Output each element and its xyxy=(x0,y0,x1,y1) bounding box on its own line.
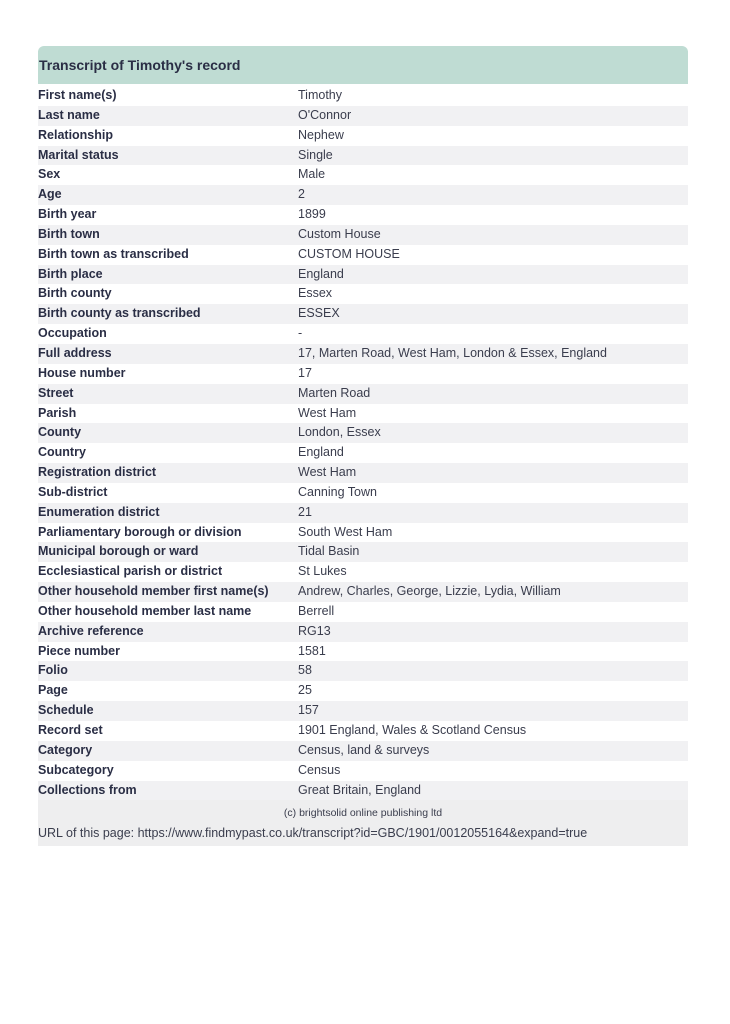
row-label: Birth year xyxy=(38,207,97,222)
row-value: Canning Town xyxy=(298,484,377,499)
row-value: Great Britain, England xyxy=(298,782,421,797)
row-value: Berrell xyxy=(298,603,335,618)
table-row xyxy=(38,642,688,662)
table-row xyxy=(38,284,688,304)
row-label: Municipal borough or ward xyxy=(38,544,199,559)
page-url: URL of this page: https://www.findmypast.co.uk/transcript?id=GBC/1901/0012055164&expand=true xyxy=(38,826,588,841)
table-row xyxy=(38,146,688,166)
row-value: 157 xyxy=(298,703,319,718)
table-row xyxy=(38,701,688,721)
row-label: Collections from xyxy=(38,782,137,797)
table-row xyxy=(38,463,688,483)
table-row xyxy=(38,364,688,384)
row-value: St Lukes xyxy=(298,564,347,579)
table-row xyxy=(38,483,688,503)
row-value: 25 xyxy=(298,683,312,698)
row-value: ESSEX xyxy=(298,306,340,321)
table-row xyxy=(38,622,688,642)
row-value: 17, Marten Road, West Ham, London & Essex, England xyxy=(298,345,607,360)
transcript-header xyxy=(38,46,688,84)
page-title: Transcript of Timothy's record xyxy=(39,57,241,73)
row-value: RG13 xyxy=(298,623,331,638)
table-row xyxy=(38,562,688,582)
row-label: Category xyxy=(38,742,93,757)
table-row xyxy=(38,602,688,622)
table-row xyxy=(38,503,688,523)
row-label: Registration district xyxy=(38,465,157,480)
row-label: Birth county xyxy=(38,286,112,301)
row-label: Street xyxy=(38,385,74,400)
row-value: 1901 England, Wales & Scotland Census xyxy=(298,723,527,737)
table-row xyxy=(38,582,688,602)
table-row xyxy=(38,523,688,543)
table-row xyxy=(38,761,688,781)
table-row xyxy=(38,404,688,424)
row-value: Custom House xyxy=(298,226,381,241)
row-label: House number xyxy=(38,365,126,380)
row-label: Birth town as transcribed xyxy=(38,246,189,261)
row-label: Piece number xyxy=(38,643,120,658)
row-value: 1581 xyxy=(298,643,326,658)
transcript-page xyxy=(38,46,688,846)
row-label: Record set xyxy=(38,723,103,737)
table-row xyxy=(38,185,688,205)
row-label: Parish xyxy=(38,405,77,420)
table-row xyxy=(38,741,688,761)
table-row xyxy=(38,205,688,225)
row-value: 21 xyxy=(298,504,312,519)
row-value: - xyxy=(298,326,303,341)
row-label: Archive reference xyxy=(38,623,144,638)
row-value: Census xyxy=(298,762,341,777)
table-row xyxy=(38,661,688,681)
row-label: First name(s) xyxy=(38,88,117,102)
table-row xyxy=(38,126,688,146)
row-value: O'Connor xyxy=(298,107,352,122)
row-value: West Ham xyxy=(298,465,357,480)
table-row xyxy=(38,781,688,801)
table-row xyxy=(38,265,688,285)
row-value: Male xyxy=(298,167,326,182)
row-label: County xyxy=(38,425,82,440)
table-row xyxy=(38,225,688,245)
row-label: Country xyxy=(38,445,86,460)
row-value: CUSTOM HOUSE xyxy=(298,246,400,261)
row-label: Other household member last name xyxy=(38,603,252,618)
row-label: Birth place xyxy=(38,266,103,281)
table-row xyxy=(38,344,688,364)
row-label: Enumeration district xyxy=(38,504,160,519)
table-row xyxy=(38,423,688,443)
row-value: Timothy xyxy=(298,88,342,102)
row-value: 1899 xyxy=(298,207,326,222)
table-row xyxy=(38,245,688,265)
row-value: Essex xyxy=(298,286,333,301)
row-label: Sex xyxy=(38,167,61,182)
row-value: Census, land & surveys xyxy=(298,742,430,757)
row-label: Sub-district xyxy=(38,484,108,499)
row-label: Occupation xyxy=(38,326,107,341)
row-value: Marten Road xyxy=(298,385,371,400)
row-label: Last name xyxy=(38,107,100,122)
row-value: England xyxy=(298,266,344,281)
row-label: Schedule xyxy=(38,703,94,718)
table-row xyxy=(38,681,688,701)
row-label: Age xyxy=(38,187,62,202)
row-label: Ecclesiastical parish or district xyxy=(38,564,223,579)
row-value: Tidal Basin xyxy=(298,544,360,559)
transcript-footer xyxy=(38,800,688,846)
row-value: 2 xyxy=(298,187,305,202)
table-row xyxy=(38,165,688,185)
row-value: West Ham xyxy=(298,405,357,420)
table-row xyxy=(38,384,688,404)
row-label: Birth town xyxy=(38,226,100,241)
copyright-notice: (c) brightsolid online publishing ltd xyxy=(283,807,443,820)
row-value: Andrew, Charles, George, Lizzie, Lydia, William xyxy=(298,584,561,599)
row-label: Other household member first name(s) xyxy=(38,584,269,599)
row-label: Parliamentary borough or division xyxy=(38,524,242,539)
table-row xyxy=(38,721,688,741)
table-row xyxy=(38,542,688,562)
row-value: 17 xyxy=(298,365,312,380)
row-value: 58 xyxy=(298,663,312,678)
row-value: Nephew xyxy=(298,127,344,142)
table-row xyxy=(38,304,688,324)
record-table xyxy=(38,86,688,800)
row-value: Single xyxy=(298,147,333,162)
row-value: England xyxy=(298,445,344,460)
table-row xyxy=(38,86,688,106)
row-label: Marital status xyxy=(38,147,119,162)
row-label: Subcategory xyxy=(38,762,114,777)
row-label: Birth county as transcribed xyxy=(38,306,201,321)
row-value: South West Ham xyxy=(298,524,393,539)
table-row xyxy=(38,324,688,344)
row-label: Full address xyxy=(38,345,112,360)
row-label: Page xyxy=(38,683,68,698)
row-label: Folio xyxy=(38,663,68,678)
row-value: London, Essex xyxy=(298,425,381,440)
table-row xyxy=(38,106,688,126)
table-row xyxy=(38,443,688,463)
row-label: Relationship xyxy=(38,127,114,142)
